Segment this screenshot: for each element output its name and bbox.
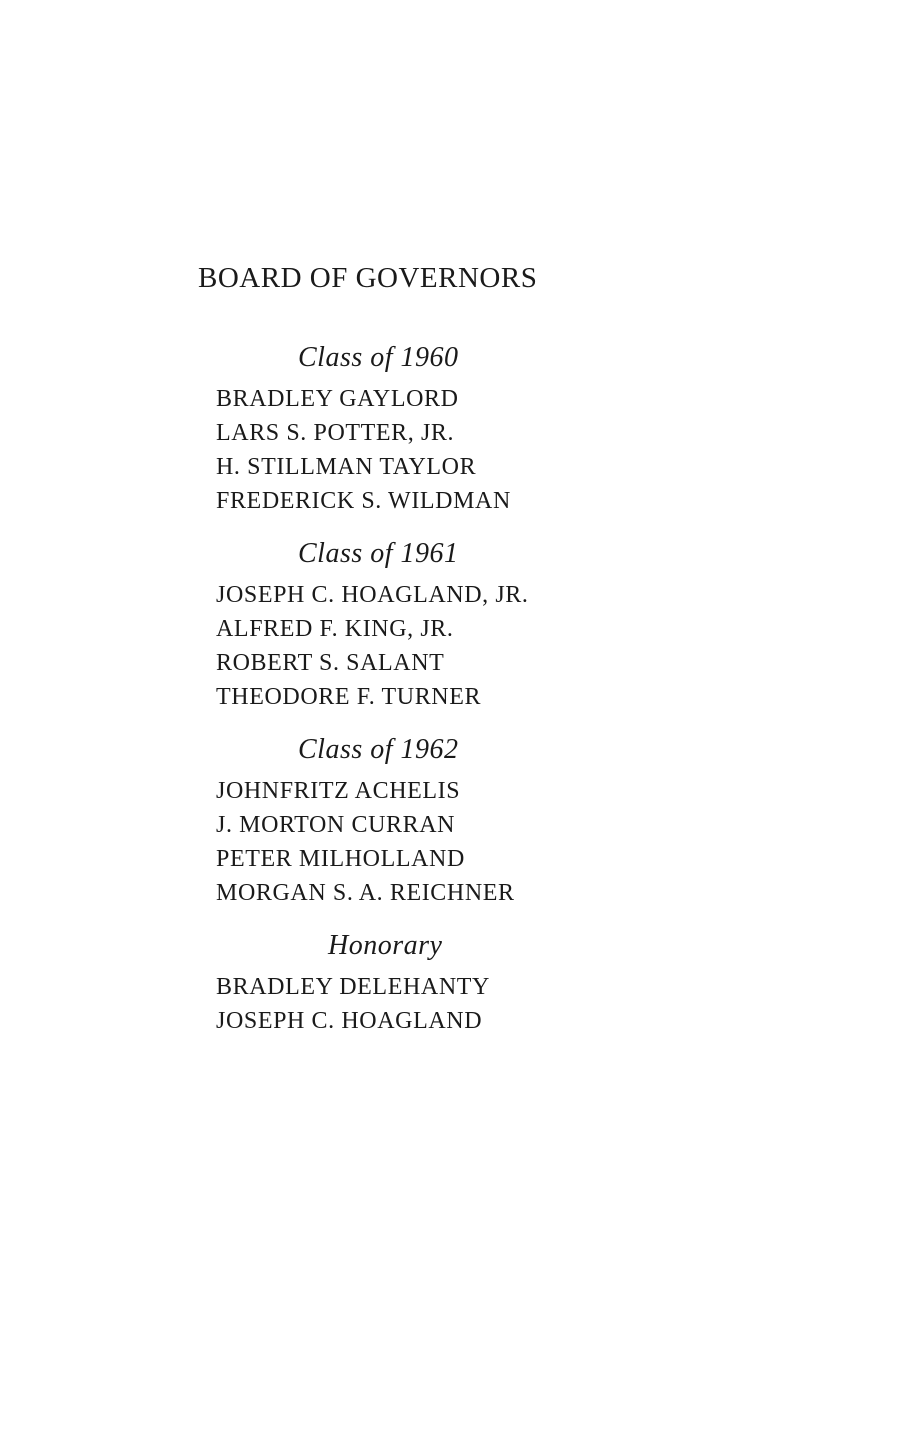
member-name: JOHNFRITZ ACHELIS bbox=[216, 778, 461, 804]
name-list bbox=[216, 578, 816, 714]
section-honorary bbox=[216, 926, 816, 1038]
section-heading: Class of 1960 bbox=[298, 342, 459, 373]
name-list bbox=[216, 970, 816, 1038]
member-name: BRADLEY DELEHANTY bbox=[216, 974, 490, 1000]
section-class-of-1962 bbox=[216, 730, 816, 910]
section-heading: Class of 1961 bbox=[298, 538, 459, 569]
name-list bbox=[216, 774, 816, 910]
page-title: BOARD OF GOVERNORS bbox=[198, 262, 538, 294]
section-class-of-1960 bbox=[216, 338, 816, 518]
name-list bbox=[216, 382, 816, 518]
member-name: LARS S. POTTER, JR. bbox=[216, 420, 455, 446]
member-name: JOSEPH C. HOAGLAND bbox=[216, 1008, 483, 1034]
section-class-of-1961 bbox=[216, 534, 816, 714]
section-heading: Honorary bbox=[328, 930, 443, 961]
section-heading: Class of 1962 bbox=[298, 734, 459, 765]
member-name: J. MORTON CURRAN bbox=[216, 812, 456, 838]
member-name: MORGAN S. A. REICHNER bbox=[216, 880, 515, 906]
member-name: H. STILLMAN TAYLOR bbox=[216, 454, 477, 480]
member-name: PETER MILHOLLAND bbox=[216, 846, 465, 872]
member-name: JOSEPH C. HOAGLAND, JR. bbox=[216, 582, 529, 608]
member-name: FREDERICK S. WILDMAN bbox=[216, 488, 511, 514]
member-name: THEODORE F. TURNER bbox=[216, 684, 482, 710]
member-name: BRADLEY GAYLORD bbox=[216, 386, 459, 412]
member-name: ROBERT S. SALANT bbox=[216, 650, 445, 676]
member-name: ALFRED F. KING, JR. bbox=[216, 616, 454, 642]
